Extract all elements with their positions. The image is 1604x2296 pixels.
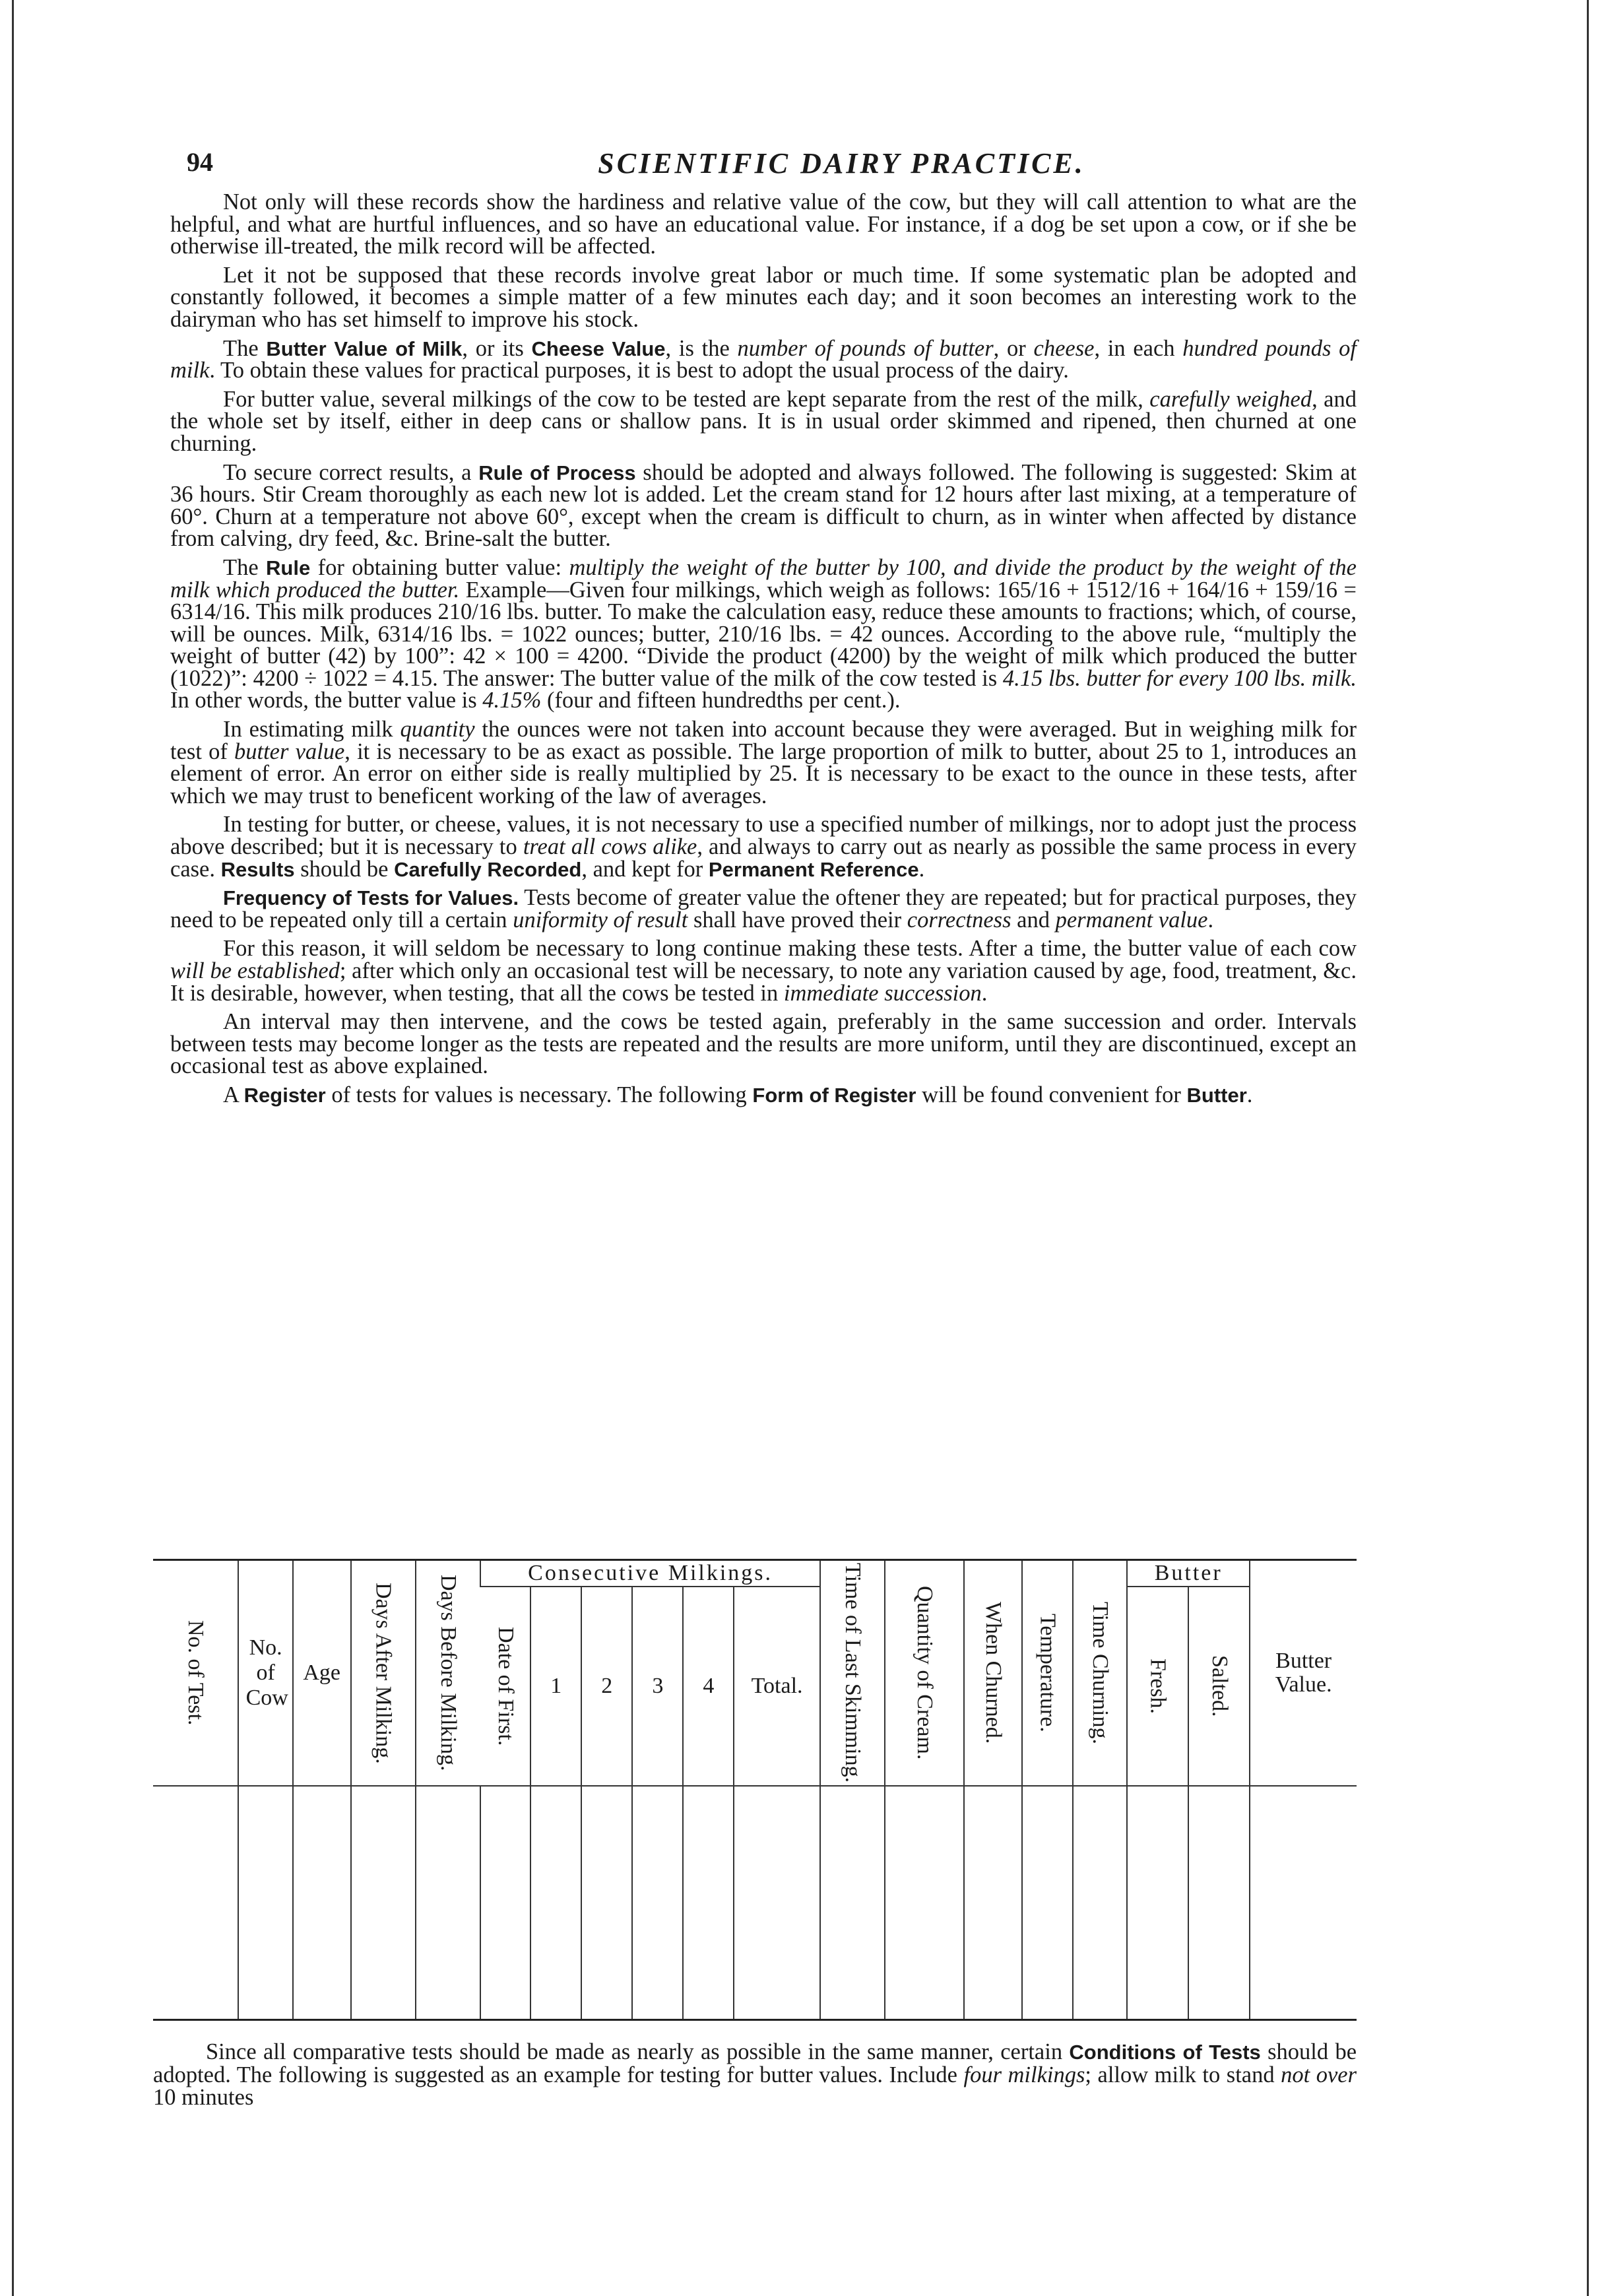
text: In estimating milk bbox=[223, 717, 401, 742]
cell bbox=[1022, 1786, 1073, 2020]
text: In other words, the butter value is bbox=[170, 688, 483, 713]
bold-term: Carefully Recorded bbox=[394, 857, 582, 881]
text: 10 minutes bbox=[153, 2085, 254, 2110]
paragraph bbox=[170, 335, 1357, 383]
text: For this reason, it will seldom be necessary to long continue making these tests. After a time, the butter value of each cow bbox=[223, 936, 1357, 962]
bold-term: Permanent Reference bbox=[708, 857, 919, 881]
paragraph: An interval may then intervene, and the cows be tested again, preferably in the same succession and order. Intervals between tests may become longer as the tests are repeated and the results are more uniform, until they are discontinued, except an occasional test as above explained. bbox=[170, 1009, 1357, 1079]
text: ; allow milk to stand bbox=[1085, 2062, 1281, 2087]
col-label: Time of Last Skimming. bbox=[841, 1563, 866, 1783]
col-days-after bbox=[351, 1560, 416, 1786]
bold-term: Butter bbox=[1186, 1083, 1247, 1107]
col-label: 2 bbox=[601, 1674, 613, 1699]
col-date-first bbox=[480, 1587, 530, 1786]
col-label: Total. bbox=[751, 1674, 803, 1699]
cell bbox=[820, 1786, 885, 2020]
cell bbox=[581, 1786, 632, 2020]
group-consecutive-milkings: Consecutive Milkings. bbox=[480, 1560, 820, 1587]
table-row bbox=[153, 1786, 1357, 2020]
italic-text: multiply the weight of the butter by 100, and divide the product by the weight of the milk which produced the butter. bbox=[170, 554, 1357, 603]
paragraph bbox=[170, 459, 1357, 552]
butter-register-form bbox=[153, 1559, 1357, 2021]
col-label: No. of Cow bbox=[245, 1635, 288, 1710]
bold-term: Rule bbox=[266, 556, 311, 579]
bold-term: Conditions of Tests bbox=[1069, 2041, 1261, 2064]
col-label: Quantity of Cream. bbox=[913, 1586, 938, 1760]
cell bbox=[885, 1786, 964, 2020]
text: , it is necessary to be as exact as possible. The large proportion of milk to butter, about 25 to 1, introduces an element of error. An error on either side is really multiplied by 25. It is necessary to be exact to the ounce in these tests, after which we may trust to beneficent working of the law of averages. bbox=[170, 738, 1357, 808]
italic-text: permanent value bbox=[1055, 907, 1208, 933]
bold-term: Cheese Value bbox=[531, 337, 666, 360]
group-butter: Butter bbox=[1127, 1560, 1250, 1587]
col-salted bbox=[1188, 1587, 1250, 1786]
col-label: Age bbox=[303, 1660, 340, 1685]
text: ; after which only an occasional test will be necessary, to note any variation caused by age, food, treatment, &c. It is desirable, however, when testing, that all the cows be tested in bbox=[170, 958, 1357, 1006]
page-number: 94 bbox=[187, 147, 213, 177]
bold-term: Butter Value of Milk bbox=[266, 337, 463, 360]
bold-term: Rule of Process bbox=[478, 461, 636, 484]
text: should be bbox=[294, 856, 395, 882]
text: , in each bbox=[1094, 335, 1183, 361]
col-time-churning bbox=[1073, 1560, 1127, 1786]
italic-text: cheese bbox=[1033, 335, 1095, 361]
col-butter-value bbox=[1250, 1560, 1357, 1786]
text: To secure correct results, a bbox=[223, 459, 479, 485]
text: , and always to carry out as nearly as possible the same process in every case. bbox=[170, 834, 1357, 882]
col-label: Butter Value. bbox=[1275, 1648, 1332, 1697]
cell bbox=[1250, 1786, 1357, 2020]
col-label: Days Before Milking. bbox=[436, 1575, 461, 1771]
paragraph: Let it not be supposed that these records involve great labor or much time. If some systematic plan be adopted and constantly followed, it becomes a simple matter of a few minutes each day; and it soon becomes an interesting work to the dairyman who has set himself to improve his stock. bbox=[170, 262, 1357, 332]
register-table bbox=[153, 1559, 1357, 2021]
cell bbox=[632, 1786, 683, 2020]
italic-text: not over bbox=[1281, 2062, 1357, 2087]
cell bbox=[480, 1786, 530, 2020]
text: shall have proved their bbox=[688, 907, 907, 933]
col-no-cow bbox=[238, 1560, 292, 1786]
col-milking-4 bbox=[683, 1587, 734, 1786]
text: of tests for values is necessary. The following bbox=[325, 1082, 753, 1107]
cell bbox=[1073, 1786, 1127, 2020]
italic-text: immediate succession bbox=[783, 980, 982, 1006]
bold-term: Form of Register bbox=[752, 1083, 916, 1107]
col-when-churned bbox=[964, 1560, 1022, 1786]
text: (four and fifteen hundredths per cent.). bbox=[541, 688, 901, 713]
paragraph bbox=[170, 814, 1357, 880]
paragraph bbox=[170, 386, 1357, 456]
text: will be found convenient for bbox=[916, 1082, 1187, 1107]
text: . bbox=[918, 856, 925, 882]
col-label: Fresh. bbox=[1145, 1658, 1171, 1715]
paragraph bbox=[170, 887, 1357, 931]
text: A bbox=[223, 1082, 244, 1107]
col-milking-3 bbox=[632, 1587, 683, 1786]
bold-term: Register bbox=[243, 1083, 326, 1107]
cell bbox=[683, 1786, 734, 2020]
col-label: 4 bbox=[703, 1674, 715, 1699]
col-label: Days After Milking. bbox=[371, 1582, 396, 1764]
text: , and kept for bbox=[581, 856, 709, 882]
cell bbox=[293, 1786, 351, 2020]
text: . bbox=[1207, 907, 1214, 933]
col-total bbox=[734, 1587, 820, 1786]
text: , or its bbox=[462, 335, 532, 361]
cell bbox=[530, 1786, 581, 2020]
text: Tests become of greater value the oftener they are repeated; but for practical purposes, they need to be repeated only till a certain bbox=[170, 885, 1357, 933]
paragraph bbox=[170, 719, 1357, 807]
text: , and the whole set by itself, either in deep cans or shallow pans. It is in usual order skimmed and ripened, then churned at one churning. bbox=[170, 386, 1357, 456]
italic-text: correctness bbox=[907, 907, 1011, 933]
text: Since all comparative tests should be made as nearly as possible in the same manner, certain bbox=[206, 2039, 1070, 2064]
col-no-test bbox=[153, 1560, 238, 1786]
cell bbox=[964, 1786, 1022, 2020]
col-fresh bbox=[1127, 1587, 1188, 1786]
text: The bbox=[223, 554, 267, 580]
text: and bbox=[1011, 907, 1056, 933]
col-milking-1 bbox=[530, 1587, 581, 1786]
col-label: Salted. bbox=[1207, 1655, 1232, 1717]
text: Example—Given four milkings, which weigh as follows: 165/16 + 1512/16 + 164/16 + 159/16 = 6314/16. This milk produces 210/16 lbs. butter. To make the calculation easy, reduce these amounts to fractions; which, of course, will be ounces. Milk, 6314/16 lbs. = 1022 ounces; butter, 210/16 lbs. = 42 ounces. According to the above rule, “multiply the weight of butter (42) by 100”: 42 × 100 = 4200. “Divide the product (4200) by the weight of milk which produced the butter (1022)”: 4200 ÷ 1022 = 4.15. The answer: The butter value of the milk of the cow tested is bbox=[170, 577, 1357, 691]
col-age bbox=[293, 1560, 351, 1786]
text: For butter value, several milkings of the cow to be tested are kept separate from the rest of the milk, bbox=[223, 386, 1150, 412]
cell bbox=[416, 1786, 480, 2020]
italic-text: uniformity of result bbox=[513, 907, 688, 933]
text: should be adopted and always followed. The following is suggested: Skim at 36 hours. Stir Cream thoroughly as each new lot is added. Let the cream stand for 12 hours after last mixing, at a temperature of 60°. Churn at a temperature not above 60°, except when the cream is difficult to churn, as in winter when affected by distance from calving, dry feed, &c. Brine-salt the butter. bbox=[170, 459, 1357, 552]
italic-text: treat all cows alike bbox=[523, 834, 697, 860]
col-label: Time Churning. bbox=[1087, 1601, 1112, 1744]
running-head: SCIENTIFIC DAIRY PRACTICE. bbox=[598, 147, 1085, 180]
cell bbox=[734, 1786, 820, 2020]
text: for obtaining butter value: bbox=[310, 554, 569, 580]
paragraph bbox=[170, 938, 1357, 1004]
cell bbox=[238, 1786, 292, 2020]
paragraph: Not only will these records show the hardiness and relative value of the cow, but they will call attention to what are the helpful, and what are hurtful influences, and so have an educational value. For instance, if a dog be set upon a cow, or if she be otherwise ill-treated, the milk record will be affected. bbox=[170, 189, 1357, 259]
cell bbox=[1188, 1786, 1250, 2020]
italic-text: hundred pounds of milk bbox=[170, 335, 1357, 383]
col-label: Date of First. bbox=[493, 1626, 518, 1746]
cell bbox=[1127, 1786, 1188, 2020]
italic-text: 4.15% bbox=[482, 688, 542, 713]
col-label: No. of Test. bbox=[183, 1620, 209, 1726]
body-text bbox=[170, 191, 1357, 1107]
section-heading: Frequency of Tests for Values. bbox=[223, 886, 519, 910]
col-label: When Churned. bbox=[980, 1602, 1006, 1744]
col-label: Temperature. bbox=[1035, 1614, 1060, 1732]
text: . bbox=[981, 980, 988, 1006]
italic-text: number of pounds of butter bbox=[737, 335, 994, 361]
col-quantity-cream bbox=[885, 1560, 964, 1786]
col-time-last-skimming bbox=[820, 1560, 885, 1786]
italic-text: 4.15 lbs. butter for every 100 lbs. milk. bbox=[1002, 665, 1357, 691]
italic-text: four milkings bbox=[963, 2062, 1085, 2087]
text: the ounces were not taken into account because they were averaged. But in weighing milk for test of bbox=[170, 717, 1357, 764]
bold-term: Results bbox=[220, 857, 295, 881]
text: , is the bbox=[665, 335, 738, 361]
col-milking-2 bbox=[581, 1587, 632, 1786]
paragraph bbox=[170, 1084, 1357, 1107]
text: . To obtain these values for practical purposes, it is best to adopt the usual process of the dairy. bbox=[209, 358, 1069, 383]
paragraph bbox=[153, 2041, 1357, 2109]
text: In testing for butter, or cheese, values, it is not necessary to use a specified number of milkings, nor to adopt just the process above described; but it is necessary to bbox=[170, 812, 1357, 860]
col-days-before bbox=[416, 1560, 480, 1786]
cell bbox=[351, 1786, 416, 2020]
italic-text: will be established bbox=[170, 958, 340, 983]
col-label: 3 bbox=[652, 1674, 664, 1699]
italic-text: carefully weighed bbox=[1149, 386, 1312, 412]
cell bbox=[153, 1786, 238, 2020]
text: , or bbox=[993, 335, 1034, 361]
text: should be adopted. The following is suggested as an example for testing for butter values. Include bbox=[153, 2039, 1357, 2087]
italic-text: butter value bbox=[234, 738, 345, 764]
col-label: 1 bbox=[550, 1674, 562, 1699]
text: The bbox=[223, 335, 267, 361]
bottom-text bbox=[153, 2041, 1357, 2109]
paragraph bbox=[170, 554, 1357, 713]
col-temperature bbox=[1022, 1560, 1073, 1786]
italic-text: quantity bbox=[400, 717, 475, 742]
text: . bbox=[1246, 1082, 1253, 1107]
